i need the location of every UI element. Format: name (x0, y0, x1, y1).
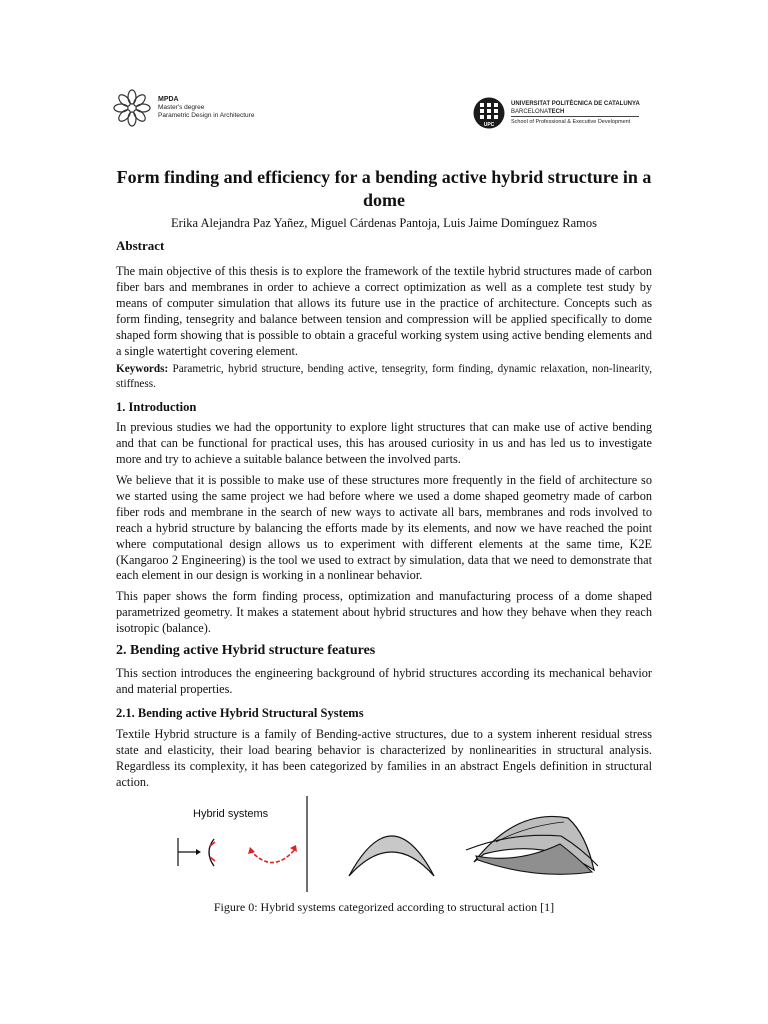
figure-caption: Figure 0: Hybrid systems categorized according to structural action [1] (213, 900, 555, 914)
keywords (116, 362, 652, 391)
upc-city: BARCELONA (511, 109, 549, 115)
upc-mark-icon (473, 97, 505, 131)
upc-school: School of Professional & Executive Development (511, 119, 631, 125)
intro-paragraph-3: This paper shows the form finding process, optimization and manufacturing process of a dome shaped parametrized geometry. It makes a statement about hybrid structures and how they behave when they reach isotropic (balance). (116, 589, 652, 635)
section-2-paragraph: This section introduces the engineering background of hybrid structures according its mechanical behavior and material properties. (116, 666, 652, 696)
logo-line-2: Parametric Design in Architecture (158, 112, 255, 119)
figure-label: Hybrid systems (193, 808, 269, 820)
hybrid-systems-figure (166, 792, 606, 899)
flower-logo-icon (112, 88, 152, 128)
intro-heading: 1. Introduction (116, 400, 197, 414)
keywords-text: Parametric, hybrid structure, bending active, tensegrity, form finding, dynamic relaxation, non-linearity, stiffness. (116, 363, 653, 390)
logo-name: MPDA (158, 96, 179, 103)
paper-authors: Erika Alejandra Paz Yañez, Miguel Cárdenas Pantoja, Luis Jaime Domínguez Ramos (171, 216, 597, 230)
section-2-1-paragraph: Textile Hybrid structure is a family of Bending-active structures, due to a system inherent residual stress state and elasticity, their load bearing behavior is characterized by nonlinearities in structural analysis. Regardless its complexity, it has been categorized by families in an abstract Engels definition in structural action. (116, 727, 652, 789)
paper-title: Form finding and efficiency for a bending active hybrid structure in a dome (116, 167, 652, 210)
upc-logo (473, 97, 673, 133)
logo-line-1: Master's degree (158, 104, 205, 111)
keywords-label: Keywords: (116, 363, 169, 375)
logo-divider (511, 116, 639, 117)
intro-paragraph-1: In previous studies we had the opportunity to explore light structures that can make use of active bending and that can be functional for practical uses, this has aroused curiosity in us and has led us to investigate more and try to achieve a suitable balance between the involved parts. (116, 420, 652, 466)
intro-paragraph-2: We believe that it is possible to make use of these structures more frequently in the field of architecture so we started using the same project we had before where we used a dome shaped geometry made of carbon fiber rods and membrane in the search of new ways to activate all bars, membranes and rods involved to reach a hybrid structure by balancing the efforts made by its elements, and now we have reached the point where computational design allows us to experiment with different elements at the same time, K2E (Kangaroo 2 Engineering) is the tool we used to extract by simulation, data that we need to demonstrate that each element in our design is working in a nonlinear behavior. (116, 473, 652, 583)
upc-tech: TECH (548, 109, 565, 115)
abstract-text: The main objective of this thesis is to explore the framework of the textile hybrid structures made of carbon fiber bars and membranes in order to achieve a correct optimization as well as a complete test study by means of computer simulation that allows its future use in the practice of architecture. Concepts such as form finding, tensegrity and balance between tension and compression will be applied specifically to dome shaped form showing that is possible to obtain a graceful working system using active bending elements and a single watertight covering element. (116, 264, 652, 358)
mpda-logo (112, 88, 292, 132)
upc-mark-text: UPC (483, 122, 495, 128)
section-2-heading: 2. Bending active Hybrid structure features (116, 643, 376, 658)
abstract-heading: Abstract (116, 238, 165, 253)
section-2-1-heading: 2.1. Bending active Hybrid Structural Systems (116, 706, 364, 720)
upc-name: UNIVERSITAT POLITÈCNICA DE CATALUNYA (511, 101, 640, 107)
